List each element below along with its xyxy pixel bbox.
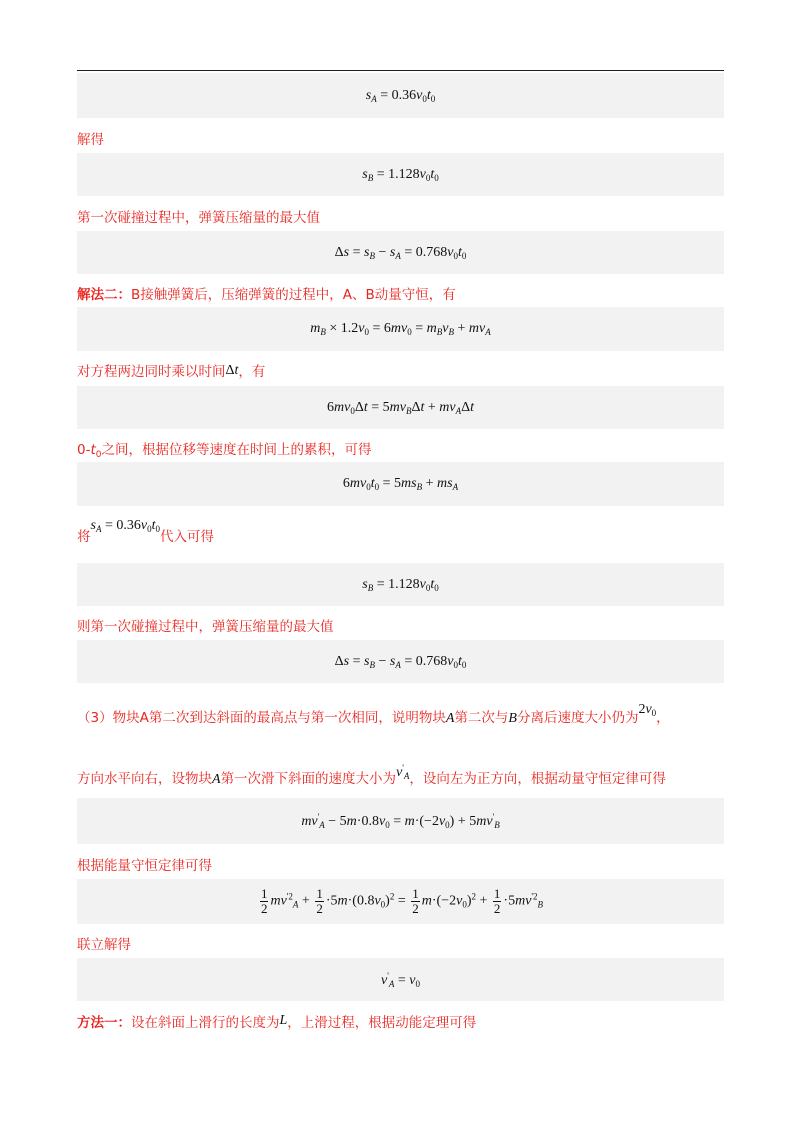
formula-sb: $s_B = 1.128v_0t_0$ <box>77 153 724 196</box>
formula-impulse: $6mv_0\Delta t = 5mv_B\Delta t + mv_A\Delta t$ <box>77 386 724 429</box>
formula-sb-2: $s_B = 1.128v_0t_0$ <box>77 563 724 606</box>
text-line: 第一次碰撞过程中，弹簧压缩量的最大值 <box>77 210 320 226</box>
text-line-method-one: 方法一：设在斜面上滑行的长度为L，上滑过程，根据动能定理可得 <box>77 1013 477 1031</box>
text-segment: 对方程两边同时乘以时间 <box>77 364 226 380</box>
text-segment: 将 <box>77 529 91 545</box>
formula-sa: $s_A = 0.36v_0t_0$ <box>77 73 724 118</box>
text-segment: ，上滑过程，根据动能定理可得 <box>287 1015 477 1031</box>
text-line: 解得 <box>77 132 104 148</box>
text-segment: 0- <box>77 442 91 458</box>
text-segment: 之间，根据位移等速度在时间上的累积，可得 <box>101 442 372 458</box>
text-segment: 第一次滑下斜面的速度大小为 <box>220 771 397 787</box>
text-line: 根据能量守恒定律可得 <box>77 858 212 874</box>
text-line: $0-t_0$之间，根据位移等速度在时间上的累积，可得 <box>77 442 372 460</box>
header-rule <box>77 70 724 71</box>
text-segment: 设在斜面上滑行的长度为 <box>131 1015 280 1031</box>
text-segment: 第二次与 <box>454 710 509 726</box>
text-segment: B接触弹簧后，压缩弹簧的过程中，A、B动量守恒，有 <box>131 287 456 303</box>
formula-displacement: $6mv_0t_0 = 5ms_B + ms_A$ <box>77 462 724 506</box>
text-line: 对方程两边同时乘以时间Δt，有 <box>77 363 266 380</box>
text-line: 将$s_A = 0.36v_0t_0$代入可得 <box>77 518 214 545</box>
text-line: 方向水平向右，设物块A第一次滑下斜面的速度大小为$v'_A$，设向左为正方向，根据动量守恒定律可得 <box>77 763 666 787</box>
text-segment: 方向水平向右，设物块 <box>77 771 212 787</box>
formula-result: $v'_A = v_0$ <box>77 958 724 1001</box>
method-heading: 解法二： <box>77 287 131 303</box>
method-heading: 方法一： <box>77 1015 131 1031</box>
text-line: 联立解得 <box>77 937 131 953</box>
text-line-method-two <box>77 283 456 303</box>
text-segment: ，有 <box>238 364 266 380</box>
text-segment: ，设向左为正方向，根据动量守恒定律可得 <box>409 771 666 787</box>
formula-momentum-2: $mv'_A - 5m\cdot 0.8v_0 = m\cdot(-2v_0) + 5mv'_B$ <box>77 798 724 844</box>
formula-energy: $\frac{1}{2}$ $mv^{'2}_A$ + $\frac{1}{2}$ $\cdot 5m\cdot(0.8v_0)^2$ = $\frac{1}{2}$ $m\cdot(-2v_0)^2$ + $\frac{1}{2}$ $\cdot 5mv^{'2}_B$ <box>77 879 724 924</box>
formula-momentum: $m_B \times 1.2v_0 = 6mv_0 = m_Bv_B + mv_A$ <box>77 307 724 351</box>
text-segment: 分离后速度大小仍为 <box>516 710 639 726</box>
text-segment: 代入可得 <box>159 529 214 545</box>
text-line: 则第一次碰撞过程中，弹簧压缩量的最大值 <box>77 619 334 635</box>
formula-delta-s-2: $\Delta s = s_B - s_A = 0.768v_0t_0$ <box>77 640 724 683</box>
text-segment: （3）物块A第二次到达斜面的最高点与第一次相同，说明物块 <box>77 710 446 726</box>
text-line-part-3: （3）物块A第二次到达斜面的最高点与第一次相同，说明物块A第二次与B分离后速度大小仍为$2v_0$， <box>77 702 670 726</box>
formula-delta-s: $\Delta s = s_B - s_A = 0.768v_0t_0$ <box>77 231 724 274</box>
text-segment: ， <box>656 710 670 726</box>
